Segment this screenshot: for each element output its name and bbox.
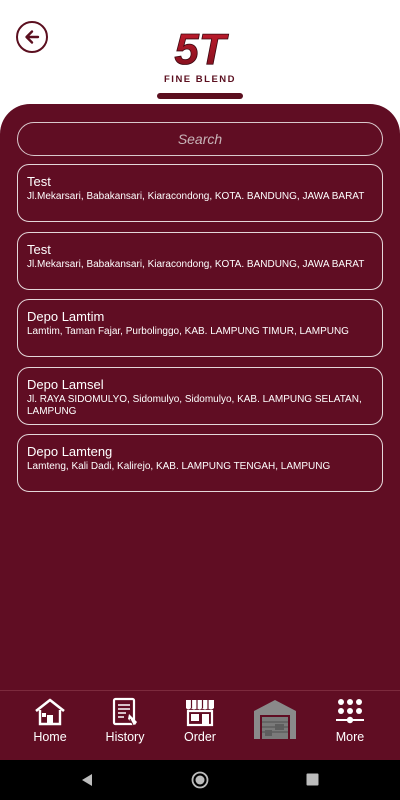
location-card[interactable] <box>17 367 383 425</box>
brand-logo <box>150 24 250 85</box>
location-address: Jl. RAYA SIDOMULYO, Sidomulyo, Sidomulyo, KAB. LAMPUNG SELATAN, LAMPUNG <box>27 393 362 417</box>
location-address: Jl.Mekarsari, Babakansari, Kiaracondong, KOTA. BANDUNG, JAWA BARAT <box>27 191 365 202</box>
nav-home[interactable] <box>10 691 90 761</box>
location-name: Depo Lamteng <box>27 444 113 459</box>
location-card[interactable] <box>17 164 383 222</box>
location-card[interactable] <box>17 299 383 357</box>
home-circle-icon[interactable] <box>191 771 209 789</box>
back-triangle-icon[interactable] <box>80 773 94 787</box>
nav-history[interactable] <box>85 691 165 761</box>
nav-more-label: More <box>335 730 365 744</box>
nav-order-label: Order <box>184 730 216 744</box>
location-name: Depo Lamsel <box>27 376 104 392</box>
nav-order[interactable] <box>160 691 240 761</box>
location-card[interactable] <box>17 434 383 492</box>
history-clipboard-icon <box>108 697 142 727</box>
nav-more[interactable] <box>310 691 390 761</box>
system-nav-bar <box>0 760 400 800</box>
home-icon <box>33 697 67 727</box>
store-icon <box>183 697 217 727</box>
warehouse-icon <box>252 697 298 741</box>
location-address: Jl.Mekarsari, Babakansari, Kiaracondong, KOTA. BANDUNG, JAWA BARAT <box>27 258 365 270</box>
locations-panel <box>0 104 400 690</box>
location-card[interactable] <box>17 232 383 290</box>
location-list <box>17 164 383 502</box>
location-name: Test <box>27 174 51 189</box>
location-name: Test <box>27 241 51 257</box>
logo-mark <box>150 24 250 70</box>
search-placeholder: Search <box>177 131 223 147</box>
svg-text:5T: 5T <box>174 25 226 70</box>
arrow-left-icon <box>22 27 42 47</box>
location-address: Lamtim, Taman Fajar, Purbolinggo, KAB. LAMPUNG TIMUR, LAMPUNG <box>27 326 349 337</box>
grid-dots-icon <box>333 697 367 727</box>
location-address: Lamteng, Kali Dadi, Kalirejo, KAB. LAMPUNG TENGAH, LAMPUNG <box>27 461 331 472</box>
back-button[interactable] <box>16 21 48 53</box>
bottom-nav <box>0 690 400 760</box>
search-input[interactable] <box>17 122 383 156</box>
logo-text: FINE BLEND <box>164 74 236 85</box>
recents-square-icon[interactable] <box>306 773 319 786</box>
nav-history-label: History <box>105 730 145 744</box>
header-underline <box>157 93 243 99</box>
location-name: Depo Lamtim <box>27 309 105 324</box>
nav-home-label: Home <box>33 730 67 744</box>
nav-warehouse[interactable] <box>235 691 315 761</box>
